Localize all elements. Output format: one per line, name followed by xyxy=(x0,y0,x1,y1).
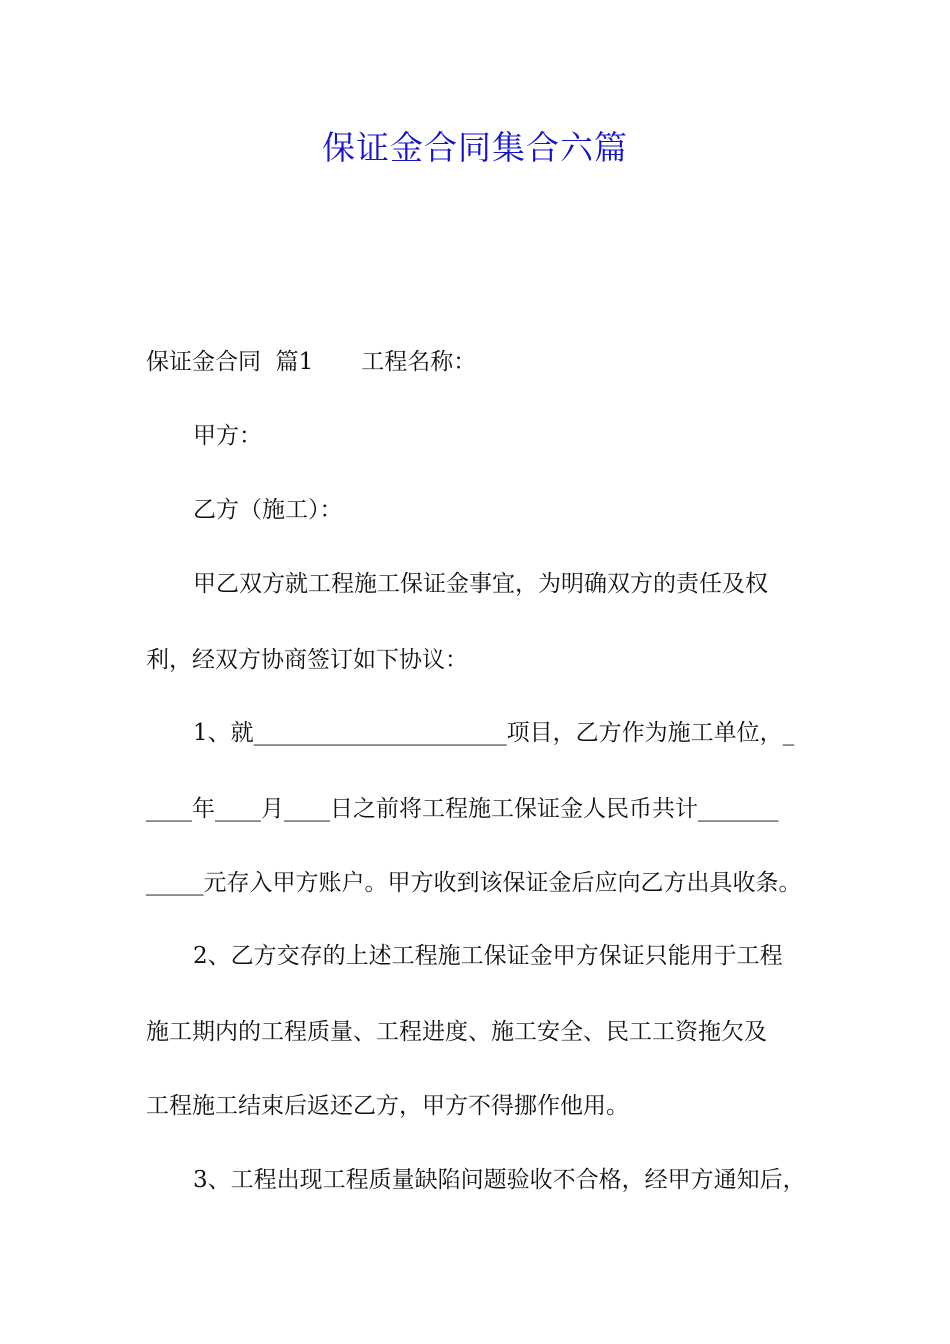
paragraph-line: 利，经双方协商签订如下协议： xyxy=(146,647,468,673)
section-heading: 保证金合同 篇1 xyxy=(146,349,314,375)
clause-2-line: 工程施工结束后返还乙方，甲方不得挪作他用。 xyxy=(146,1093,629,1119)
party-b-line: 乙方（施工）： xyxy=(193,497,343,523)
clause-1-line: _____元存入甲方账户。甲方收到该保证金后应向乙方出具收条。 xyxy=(146,870,802,896)
clause-3-line: 3、工程出现工程质量缺陷问题验收不合格，经甲方通知后， xyxy=(193,1167,806,1193)
section-header xyxy=(146,346,476,378)
party-a-line: 甲方： xyxy=(193,423,262,449)
clause-2-line: 施工期内的工程质量、工程进度、施工安全、民工工资拖欠及 xyxy=(146,1019,767,1045)
clause-1-line: 1、就______________________项目，乙方作为施工单位，_ xyxy=(193,720,795,746)
document-title: 保证金合同集合六篇 xyxy=(322,128,628,167)
paragraph-line: 甲乙双方就工程施工保证金事宜，为明确双方的责任及权 xyxy=(193,571,768,597)
clause-2-line: 2、乙方交存的上述工程施工保证金甲方保证只能用于工程 xyxy=(193,943,783,969)
clause-1-line: ____年____月____日之前将工程施工保证金人民币共计_______ xyxy=(146,796,779,822)
project-name-label: 工程名称： xyxy=(361,349,477,375)
